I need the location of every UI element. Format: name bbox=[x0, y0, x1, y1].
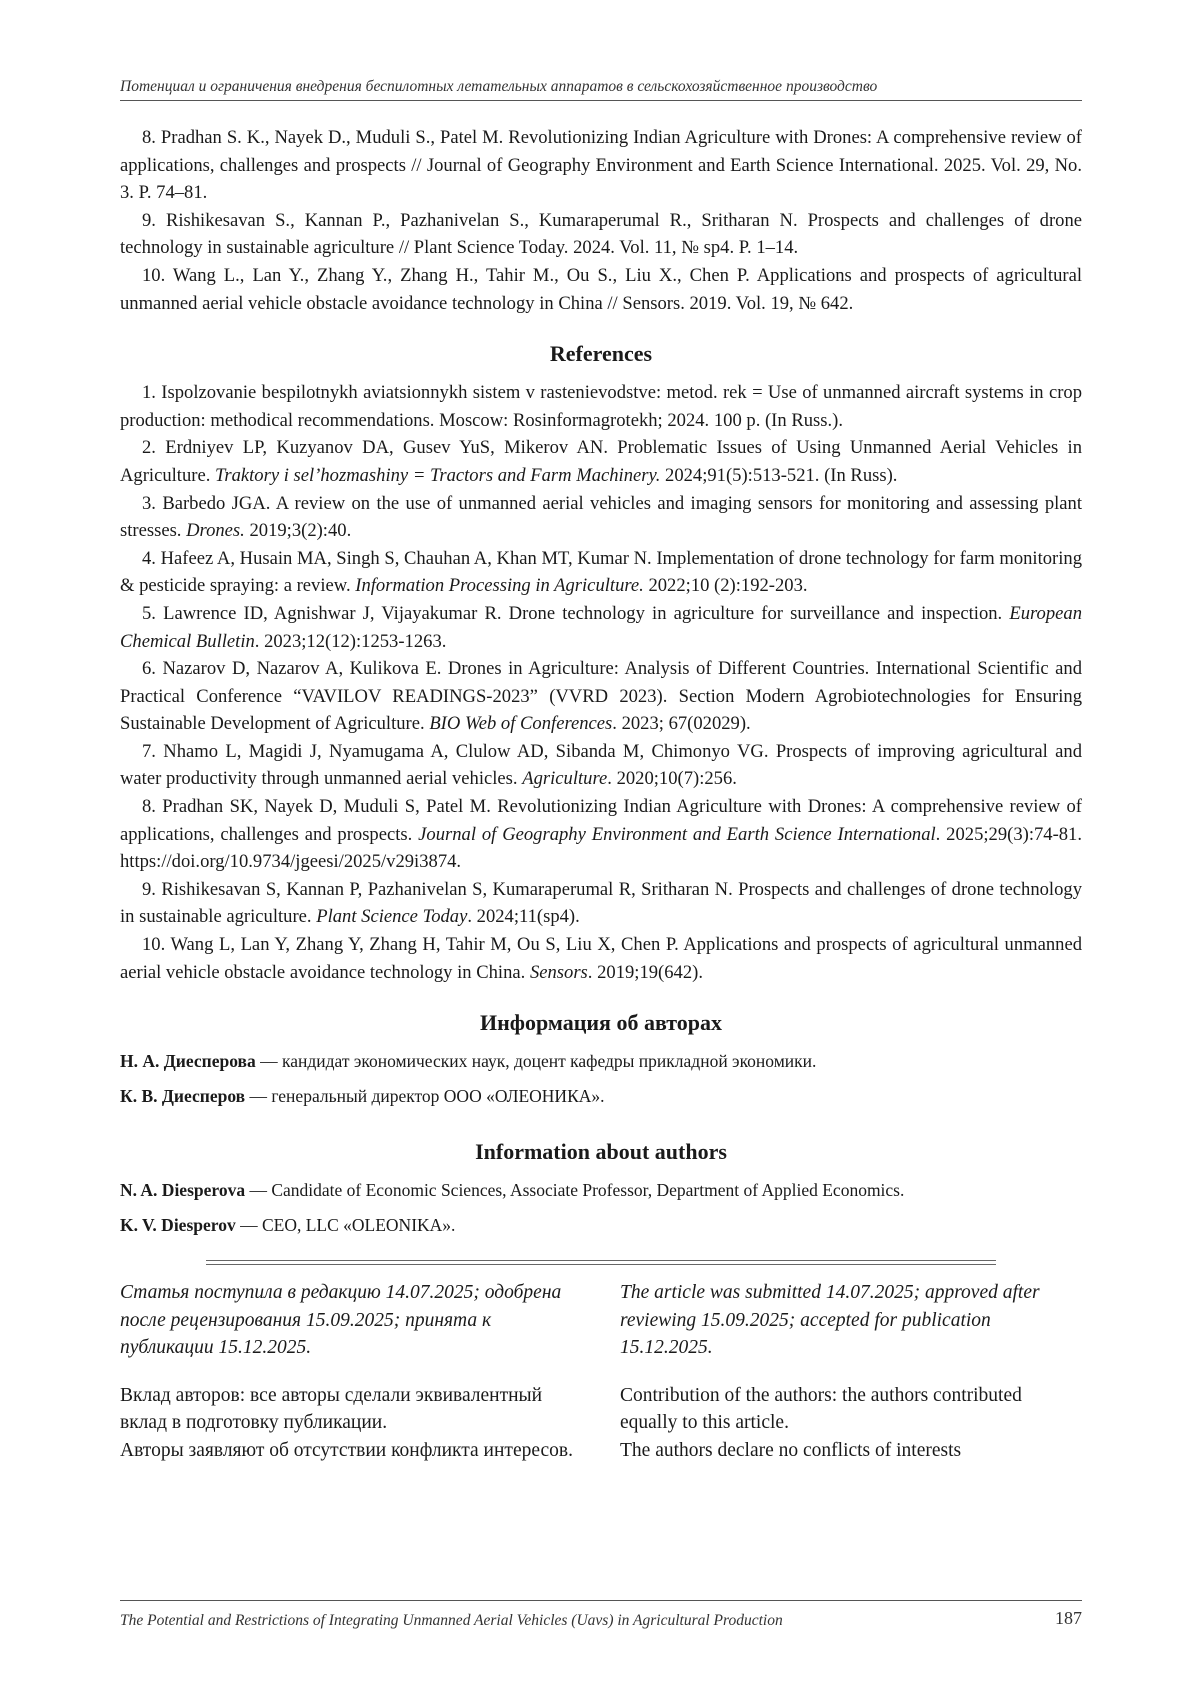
author-en-1 bbox=[120, 1177, 1082, 1203]
conflict-en: The authors declare no conflicts of interests bbox=[620, 1439, 962, 1461]
reference-text: 8. Pradhan SK, Nayek D, Muduli S, Patel M. Revolutionizing Indian Agriculture with Drones: A comprehensive review of applications, challenges and prospects. bbox=[120, 796, 1082, 845]
author-description: — генеральный директор ООО «ОЛЕОНИКА». bbox=[245, 1086, 605, 1107]
reference-details: . 2025;29(3):74-81. https://doi.org/10.9734/jgeesi/2025/v29i3874. bbox=[120, 823, 1083, 873]
author-description: — кандидат экономических наук, доцент кафедры прикладной экономики. bbox=[255, 1051, 817, 1072]
reference-journal: Traktory i sel’hozmashiny = Tractors and Farm Machinery. bbox=[215, 464, 661, 486]
author-description: — Candidate of Economic Sciences, Associate Professor, Department of Applied Economics. bbox=[245, 1180, 905, 1201]
reference-details: . 2019;19(642). bbox=[587, 961, 703, 983]
reference-details: . 2023;12(12):1253-1263. bbox=[254, 630, 447, 652]
reference-2 bbox=[120, 434, 1082, 489]
author-name: N. A. Diesperova bbox=[120, 1180, 246, 1201]
reference-3 bbox=[120, 490, 1082, 545]
reference-details: . 2023; 67(02029). bbox=[612, 713, 751, 735]
reference-journal: Drones. bbox=[186, 520, 245, 542]
reference-5 bbox=[120, 600, 1082, 655]
reference-6 bbox=[120, 655, 1082, 738]
author-description: — CEO, LLC «OLEONIKA». bbox=[235, 1215, 456, 1236]
article-info-en bbox=[620, 1279, 1082, 1464]
reference-journal: European Chemical Bulletin bbox=[120, 602, 1082, 652]
author-name: К. В. Диесперов bbox=[120, 1086, 246, 1107]
reference-details: 2024;91(5):513-521. (In Russ). bbox=[660, 464, 898, 486]
reference-text: 7. Nhamo L, Magidi J, Nyamugama A, Clulow AD, Sibanda M, Chimonyo VG. Prospects of improving agricultural and water productivity through unmanned aerial vehicles. bbox=[120, 740, 1082, 790]
conflict-ru: Авторы заявляют об отсутствии конфликта интересов. bbox=[120, 1439, 573, 1461]
contribution-en: Contribution of the authors: the authors contributed equally to this article. bbox=[620, 1384, 1022, 1434]
reference-journal: Information Processing in Agriculture. bbox=[355, 575, 644, 597]
reference-journal: Journal of Geography Environment and Earth Science International bbox=[418, 823, 936, 845]
reference-text: 6. Nazarov D, Nazarov A, Kulikova E. Drones in Agriculture: Analysis of Different Countries. International Scientific and Practical Conference “VAVILOV READINGS-2023” (VVRD 2023). Section Modern Agrobiotechnologies for Ensuring Sustainable Development of Agriculture. bbox=[120, 658, 1082, 735]
footer-divider bbox=[120, 1600, 1082, 1601]
reference-details: 2022;10 (2):192-203. bbox=[643, 575, 808, 597]
ru-references-continued bbox=[120, 124, 1082, 317]
reference-7 bbox=[120, 738, 1082, 793]
reference-4 bbox=[120, 545, 1082, 600]
authors-ru-heading: Информация об авторах bbox=[479, 1010, 723, 1036]
reference-8 bbox=[120, 793, 1082, 876]
reference-9 bbox=[120, 876, 1082, 931]
reference-text: 3. Barbedo JGA. A review on the use of unmanned aerial vehicles and imaging sensors for monitoring and assessing plant stresses. bbox=[120, 492, 1082, 542]
ru-reference-9: 9. Rishikesavan S., Kannan P., Pazhanivelan S., Kumaraperumal R., Sritharan N. Prospects and challenges of drone technology in sustainable agriculture // Plant Science Today. 2024. Vol. 11, № sp4. P. 1–14. bbox=[120, 209, 1082, 259]
author-ru-2 bbox=[120, 1083, 1082, 1109]
reference-details: 2019;3(2):40. bbox=[244, 520, 352, 542]
references-list bbox=[120, 379, 1082, 986]
reference-details: . 2024;11(sp4). bbox=[467, 906, 580, 928]
reference-journal: BIO Web of Conferences bbox=[429, 713, 613, 735]
page-content bbox=[120, 124, 1082, 1464]
reference-details: . 2020;10(7):256. bbox=[607, 768, 737, 790]
references-heading: References bbox=[549, 341, 653, 367]
authors-en-heading: Information about authors bbox=[475, 1139, 727, 1165]
reference-text: 5. Lawrence ID, Agnishwar J, Vijayakumar R. Drone technology in agriculture for surveillance and inspection. bbox=[142, 602, 1010, 624]
author-name: K. V. Diesperov bbox=[120, 1215, 236, 1236]
reference-journal: Plant Science Today bbox=[316, 906, 468, 928]
author-name: Н. А. Диесперова bbox=[120, 1051, 256, 1072]
author-ru-1 bbox=[120, 1048, 1082, 1074]
ru-reference-10: 10. Wang L., Lan Y., Zhang Y., Zhang H., Tahir M., Ou S., Liu X., Chen P. Applications and prospects of agricultural unmanned aerial vehicle obstacle avoidance technology in China // Sensors. 2019. Vol. 19, № 642. bbox=[120, 264, 1082, 314]
double-divider bbox=[206, 1260, 996, 1265]
page-number: 187 bbox=[1055, 1608, 1082, 1628]
reference-text: 1. Ispolzovanie bespilotnykh aviatsionnykh sistem v rastenievodstve: metod. rek = Use of unmanned aircraft systems in crop production: methodical recommendations. Moscow: Rosinformagrotekh; 2024. 100 p. (In Russ.). bbox=[120, 382, 1082, 431]
reference-text: 10. Wang L, Lan Y, Zhang Y, Zhang H, Tahir M, Ou S, Liu X, Chen P. Applications and prospects of agricultural unmanned aerial vehicle obstacle avoidance technology in China. bbox=[120, 934, 1082, 983]
reference-10 bbox=[120, 931, 1082, 986]
article-info-columns bbox=[120, 1279, 1082, 1464]
article-info-ru bbox=[120, 1279, 582, 1464]
submission-dates-ru: Статья поступила в редакцию 14.07.2025; одобрена после рецензирования 15.09.2025; принята к публикации 15.12.2025. bbox=[120, 1282, 562, 1359]
author-en-2 bbox=[120, 1212, 1082, 1238]
reference-journal: Agriculture bbox=[522, 768, 608, 790]
ru-reference-8: 8. Pradhan S. K., Nayek D., Muduli S., Patel M. Revolutionizing Indian Agriculture with Drones: A comprehensive review of applications, challenges and prospects // Journal of Geography Environment and Earth Science International. 2025. Vol. 29, No. 3. P. 74–81. bbox=[120, 127, 1082, 204]
footer-running-title: The Potential and Restrictions of Integrating Unmanned Aerial Vehicles (Uavs) in Agricultural Production bbox=[120, 1612, 783, 1629]
reference-text: 4. Hafeez A, Husain MA, Singh S, Chauhan A, Khan MT, Kumar N. Implementation of drone technology for farm monitoring & pesticide spraying: a review. bbox=[120, 547, 1082, 597]
reference-text: 9. Rishikesavan S, Kannan P, Pazhanivelan S, Kumaraperumal R, Sritharan N. Prospects and challenges of drone technology in sustainable agriculture. bbox=[120, 878, 1082, 928]
reference-text: 2. Erdniyev LP, Kuzyanov DA, Gusev YuS, Mikerov AN. Problematic Issues of Using Unmanned Aerial Vehicles in Agriculture. bbox=[120, 437, 1082, 486]
running-header: Потенциал и ограничения внедрения беспилотных летательных аппаратов в сельскохозяйственное производство bbox=[120, 78, 1082, 101]
submission-dates-en: The article was submitted 14.07.2025; approved after reviewing 15.09.2025; accepted for publication 15.12.2025. bbox=[620, 1282, 1040, 1359]
reference-journal: Sensors bbox=[529, 961, 588, 983]
contribution-ru: Вклад авторов: все авторы сделали эквивалентный вклад в подготовку публикации. bbox=[120, 1384, 543, 1434]
reference-1 bbox=[120, 379, 1082, 434]
